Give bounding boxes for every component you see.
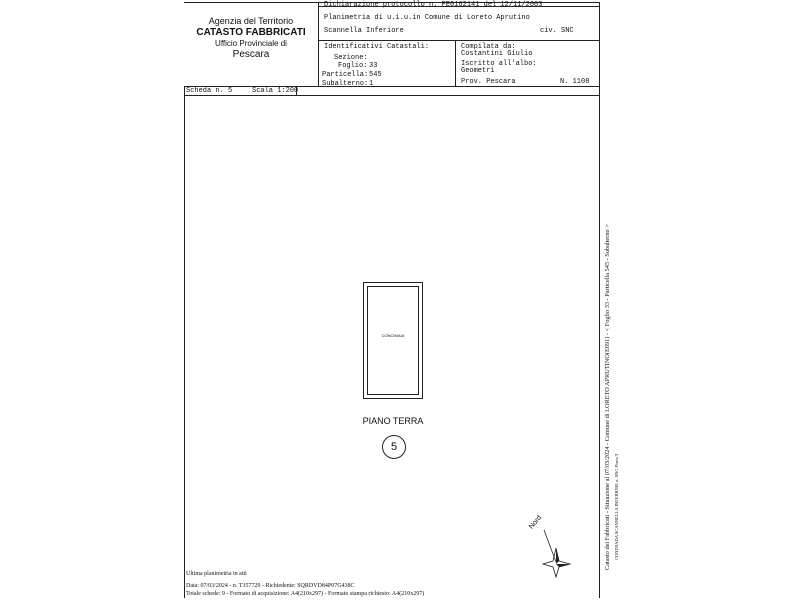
albo-value: Geometri [461, 67, 495, 75]
foglio-label: Foglio: [338, 62, 368, 70]
address-text: Scannella Inferiore [324, 27, 404, 35]
office-name: Ufficio Provinciale di [215, 39, 287, 48]
header-box-vdivider [455, 40, 456, 87]
protocol-text: Dichiarazione protocollo n. PE0162141 del 12/11/2003 [324, 1, 543, 9]
foglio-value: 33 [369, 62, 378, 70]
floor-label: PIANO TERRA [362, 416, 424, 426]
identificativi-title: Identificativi Catastali: [324, 43, 430, 51]
scheda-bottom-line [184, 95, 600, 96]
sezione-label: Sezione: [334, 54, 368, 62]
catasto-title: CATASTO FABBRICATI [196, 27, 306, 38]
compilata-name: Costantini Giulio [461, 50, 533, 58]
civ-text: civ. SNC [540, 27, 574, 35]
iscritto-label: Iscritto all'albo: [461, 60, 537, 68]
side-text-main: Catasto dei Fabbricati - Situazione al 07/03/2024 - Comune di LORETO APRUTINO(E691) - < Foglio 33 - Particella 545 - Subalterno > [604, 224, 611, 570]
footer-line-2: Data: 07/03/2024 - n. T357729 - Richiedente: SQRDVD84P07G438C [186, 583, 355, 589]
agency-name: Agenzia del Territorio [208, 16, 294, 26]
office-city: Pescara [232, 49, 270, 60]
header-box-mid [318, 40, 599, 41]
room-label: CONCIMAIA [381, 333, 405, 338]
prov-text: Prov. Pescara [461, 78, 516, 86]
particella-label: Particella: [322, 71, 369, 79]
room-inner [367, 286, 419, 395]
side-text-small: CONTRADA SCANNELLA INFERIORE n. SNC Piano T [614, 453, 619, 560]
footer-line-1: Ultima planimetria in atti [186, 571, 247, 577]
subalterno-value: 1 [369, 80, 374, 88]
floor-number-circle [382, 435, 406, 459]
header-box-left [318, 2, 319, 87]
particella-value: 545 [369, 71, 382, 79]
header-bottom-line [184, 86, 600, 87]
subalterno-label: Subalterno: [322, 80, 369, 88]
north-arrow-icon [542, 528, 572, 578]
frame-left [184, 86, 185, 598]
scala-text: Scala 1:200 [252, 87, 299, 95]
number-text: N. 1108 [560, 78, 590, 86]
planimetria-text: Planimetria di u.i.u.in Comune di Loreto Aprutino [324, 14, 530, 22]
frame-right [599, 2, 600, 598]
scheda-text: Scheda n. 5 [186, 87, 233, 95]
footer-line-3: Totale schede: 9 - Formato di acquisizione: A4(210x297) - Formato stampa richiesto: A4(210x297) [186, 591, 425, 597]
north-label: Nord [528, 514, 544, 531]
compilata-title: Compilata da: [461, 43, 516, 51]
floor-number: 5 [390, 441, 398, 453]
header-left [186, 16, 316, 60]
